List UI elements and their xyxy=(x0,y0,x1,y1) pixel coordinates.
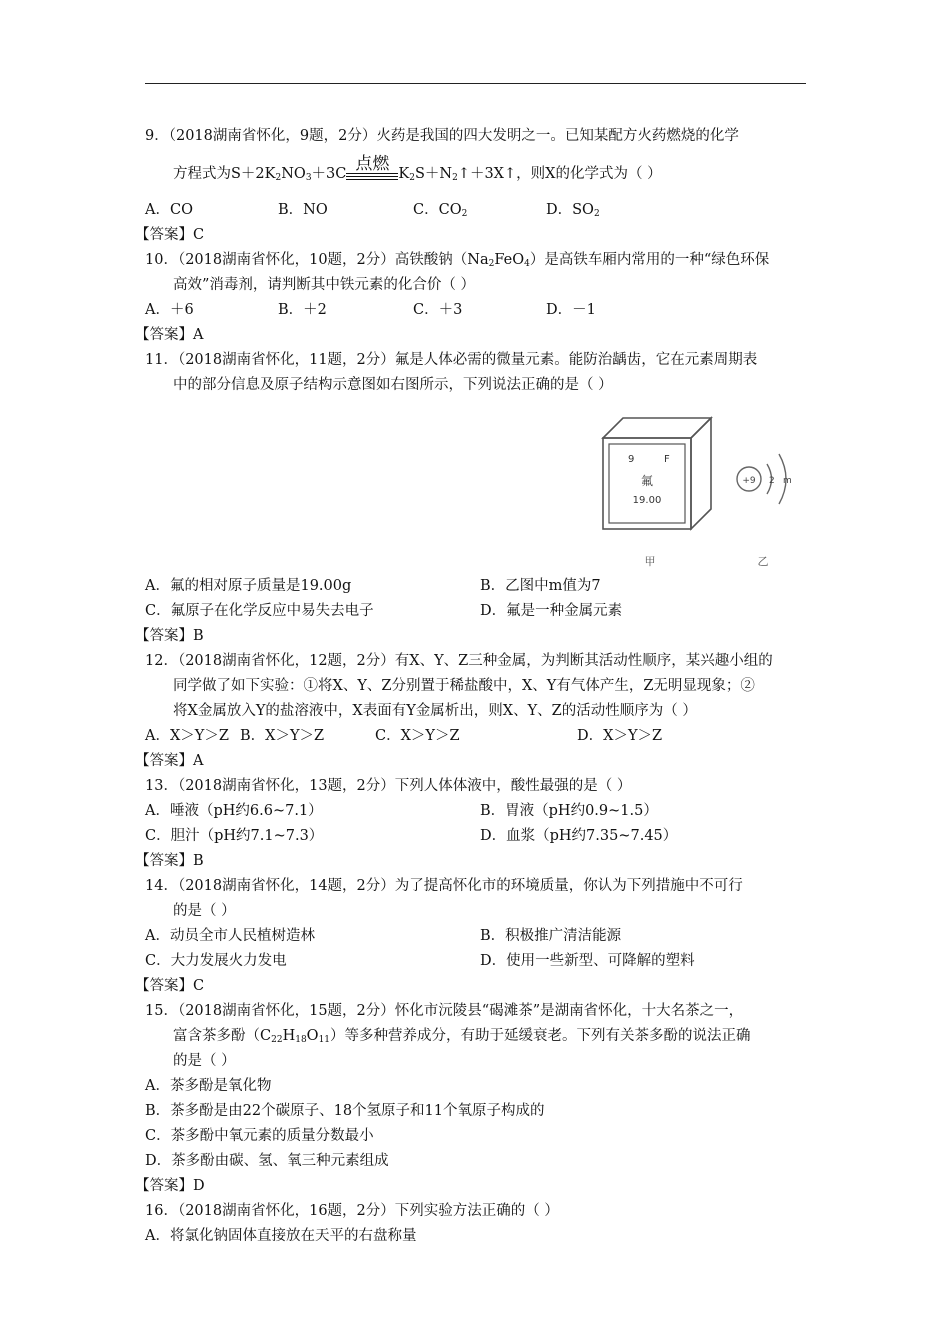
q15-line1: 15．（2018湖南省怀化，15题，2分）怀化市沅陵县“碣滩茶”是湖南省怀化，十大名茶之一， xyxy=(145,1003,744,1019)
shell2-electrons: m xyxy=(783,476,792,486)
q9-options xyxy=(145,198,815,223)
q13-options-row2 xyxy=(145,824,815,849)
q9-sub-so2: 2 xyxy=(593,209,600,219)
q11-options-row1 xyxy=(145,574,815,599)
question-14 xyxy=(135,874,815,999)
q16-line1: 16．（2018湖南省怀化，16题，2分）下列实验方法正确的（ ） xyxy=(145,1203,559,1219)
q9-line2 xyxy=(145,154,815,187)
q9-eq-mid: ＋3C xyxy=(311,166,347,182)
question-11 xyxy=(135,348,815,649)
q13-option-a: A．唾液（pH约6.6~7.1） xyxy=(145,803,323,819)
reaction-condition-sign xyxy=(346,154,398,187)
q12-option-a: A．X＞Y＞Z xyxy=(145,728,229,744)
q14-option-b: B．积极推广清洁能源 xyxy=(480,928,622,944)
q9-answer: 【答案】C xyxy=(135,227,205,243)
q10-option-b: B．＋2 xyxy=(278,302,327,318)
question-15 xyxy=(135,999,815,1199)
q9-option-d-text: D．SO xyxy=(546,202,594,218)
q15-h: H xyxy=(282,1028,296,1044)
q15-line2 xyxy=(145,1024,815,1049)
q15-line3: 的是（ ） xyxy=(173,1053,236,1069)
q11-line1: 11．（2018湖南省怀化，11题，2分）氟是人体必需的微量元素。能防治龋齿，它在元素周期表 xyxy=(145,352,758,368)
q11-line2: 中的部分信息及原子结构示意图如右图所示，下列说法正确的是（ ） xyxy=(173,377,613,393)
q12-option-d: D．X＞Y＞Z xyxy=(577,728,663,744)
header-rule xyxy=(145,83,806,84)
q9-option-c xyxy=(413,198,546,223)
q9-option-a: A．CO xyxy=(145,202,193,218)
shell1-electrons: 2 xyxy=(769,476,775,486)
q10-sub-na2: 2 xyxy=(488,259,495,269)
q16-option-a: A．将氯化钠固体直接放在天平的右盘称量 xyxy=(145,1228,417,1244)
q10-line1 xyxy=(145,248,815,273)
q12-options xyxy=(145,724,815,749)
cell-element-name: 氟 xyxy=(640,474,654,488)
q14-option-c: C．大力发展火力发电 xyxy=(145,953,287,969)
nucleus-charge: +9 xyxy=(742,476,756,486)
q9-line1: 9．（2018湖南省怀化，9题，2分）火药是我国的四大发明之一。已知某配方火药燃烧的化学 xyxy=(145,128,739,144)
q9-option-d xyxy=(546,198,600,223)
q11-option-c: C．氟原子在化学反应中易失去电子 xyxy=(145,603,374,619)
q9-sub-k2: 2 xyxy=(275,173,282,183)
q15-sub-c22: 22 xyxy=(271,1035,283,1045)
q14-answer: 【答案】C xyxy=(135,978,205,994)
q9-eq-no: NO xyxy=(281,166,306,182)
q15-option-b: B．茶多酚是由22个碳原子、18个氢原子和11个氧原子构成的 xyxy=(145,1103,545,1119)
q15-option-c: C．茶多酚中氧元素的质量分数最小 xyxy=(145,1128,374,1144)
q9-sub-k2s: 2 xyxy=(409,173,415,183)
q9-sub-o3: 3 xyxy=(305,173,312,183)
periodic-table-cell xyxy=(603,418,711,529)
q15-option-a: A．茶多酚是氧化物 xyxy=(145,1078,272,1094)
q10-option-c: C．＋3 xyxy=(413,302,463,318)
q9-eq-pre: 方程式为S＋2K xyxy=(173,166,276,182)
q11-figure xyxy=(145,398,815,574)
q10-option-d: D．－1 xyxy=(546,302,596,318)
q10-answer: 【答案】A xyxy=(135,327,204,343)
q12-line3: 将X金属放入Y的盐溶液中，X表面有Y金属析出，则X、Y、Z的活动性顺序为（ ） xyxy=(173,703,697,719)
q15-sub-o11: 11 xyxy=(318,1035,331,1045)
q9-eq-post3: ↑＋3X↑，则X的化学式为（ ） xyxy=(457,166,662,182)
q11-options-row2 xyxy=(145,599,815,624)
q11-option-b: B．乙图中m值为7 xyxy=(480,578,601,594)
question-list xyxy=(135,124,815,1249)
element-diagram xyxy=(145,398,815,574)
figure-label-b: 乙 xyxy=(757,555,769,568)
q10-line2: 高效”消毒剂，请判断其中铁元素的化合价（ ） xyxy=(173,277,476,293)
q12-option-c: C．X＞Y＞Z xyxy=(375,728,460,744)
q12-option-b: B．X＞Y＞Z xyxy=(240,728,325,744)
q9-option-c-text: C．CO xyxy=(413,202,462,218)
q12-line2: 同学做了如下实验：①将X、Y、Z分别置于稀盐酸中，X、Y有气体产生，Z无明显现象；② xyxy=(173,678,755,694)
q13-answer: 【答案】B xyxy=(135,853,204,869)
q11-option-d: D．氟是一种金属元素 xyxy=(480,603,623,619)
q15-o: O xyxy=(306,1028,319,1044)
question-13 xyxy=(135,774,815,874)
q10-line1-pre: 10．（2018湖南省怀化，10题，2分）高铁酸钠（Na xyxy=(145,252,489,268)
q14-option-a: A．动员全市人民植树造林 xyxy=(145,928,315,944)
q10-sub-o4: 4 xyxy=(524,259,530,269)
q9-sub-n2: 2 xyxy=(452,173,458,183)
q9-eq-post2: S＋N xyxy=(414,166,453,182)
q10-line1-post: ）是高铁车厢内常用的一种“绿色环保 xyxy=(529,252,770,268)
cell-atomic-mass: 19.00 xyxy=(632,495,662,506)
q11-answer: 【答案】B xyxy=(135,628,204,644)
question-10 xyxy=(135,248,815,348)
question-12 xyxy=(135,649,815,774)
q14-option-d: D．使用一些新型、可降解的塑料 xyxy=(480,953,695,969)
q10-options xyxy=(145,298,815,323)
q13-option-c: C．胆汁（pH约7.1~7.3） xyxy=(145,828,324,844)
q14-options-row1 xyxy=(145,924,815,949)
q13-option-d: D．血浆（pH约7.35~7.45） xyxy=(480,828,678,844)
q15-line2-post: ）等多种营养成分，有助于延缓衰老。下列有关茶多酚的说法正确 xyxy=(330,1028,751,1044)
q14-options-row2 xyxy=(145,949,815,974)
q15-line2-pre: 富含茶多酚（C xyxy=(173,1028,272,1044)
q14-line2: 的是（ ） xyxy=(173,903,236,919)
q13-option-b: B．胃液（pH约0.9~1.5） xyxy=(480,803,658,819)
q13-options-row1 xyxy=(145,799,815,824)
question-16 xyxy=(145,1199,815,1249)
q15-sub-h18: 18 xyxy=(295,1035,307,1045)
q10-option-a: A．＋6 xyxy=(145,302,194,318)
q9-sub-co2: 2 xyxy=(461,209,468,219)
cell-symbol: F xyxy=(664,454,670,465)
q13-line1: 13．（2018湖南省怀化，13题，2分）下列人体体液中，酸性最强的是（ ） xyxy=(145,778,632,794)
q15-option-d: D．茶多酚由碳、氢、氧三种元素组成 xyxy=(145,1153,389,1169)
q11-option-a: A．氟的相对原子质量是19.00g xyxy=(145,578,352,594)
reaction-condition-text: 点燃 xyxy=(355,154,390,174)
q10-line1-mid: FeO xyxy=(494,252,525,268)
figure-label-a: 甲 xyxy=(644,555,656,568)
cell-atomic-number: 9 xyxy=(628,454,635,465)
q14-line1: 14．（2018湖南省怀化，14题，2分）为了提高怀化市的环境质量，你认为下列措施中不可行 xyxy=(145,878,743,894)
q12-answer: 【答案】A xyxy=(135,753,204,769)
atom-structure-diagram xyxy=(737,454,792,504)
q9-eq-post1: K xyxy=(398,166,410,182)
question-9 xyxy=(135,124,815,248)
q15-answer: 【答案】D xyxy=(135,1178,205,1194)
q12-line1: 12．（2018湖南省怀化，12题，2分）有X、Y、Z三种金属，为判断其活动性顺序，某兴趣小组的 xyxy=(145,653,773,669)
q9-option-b: B．NO xyxy=(278,202,328,218)
